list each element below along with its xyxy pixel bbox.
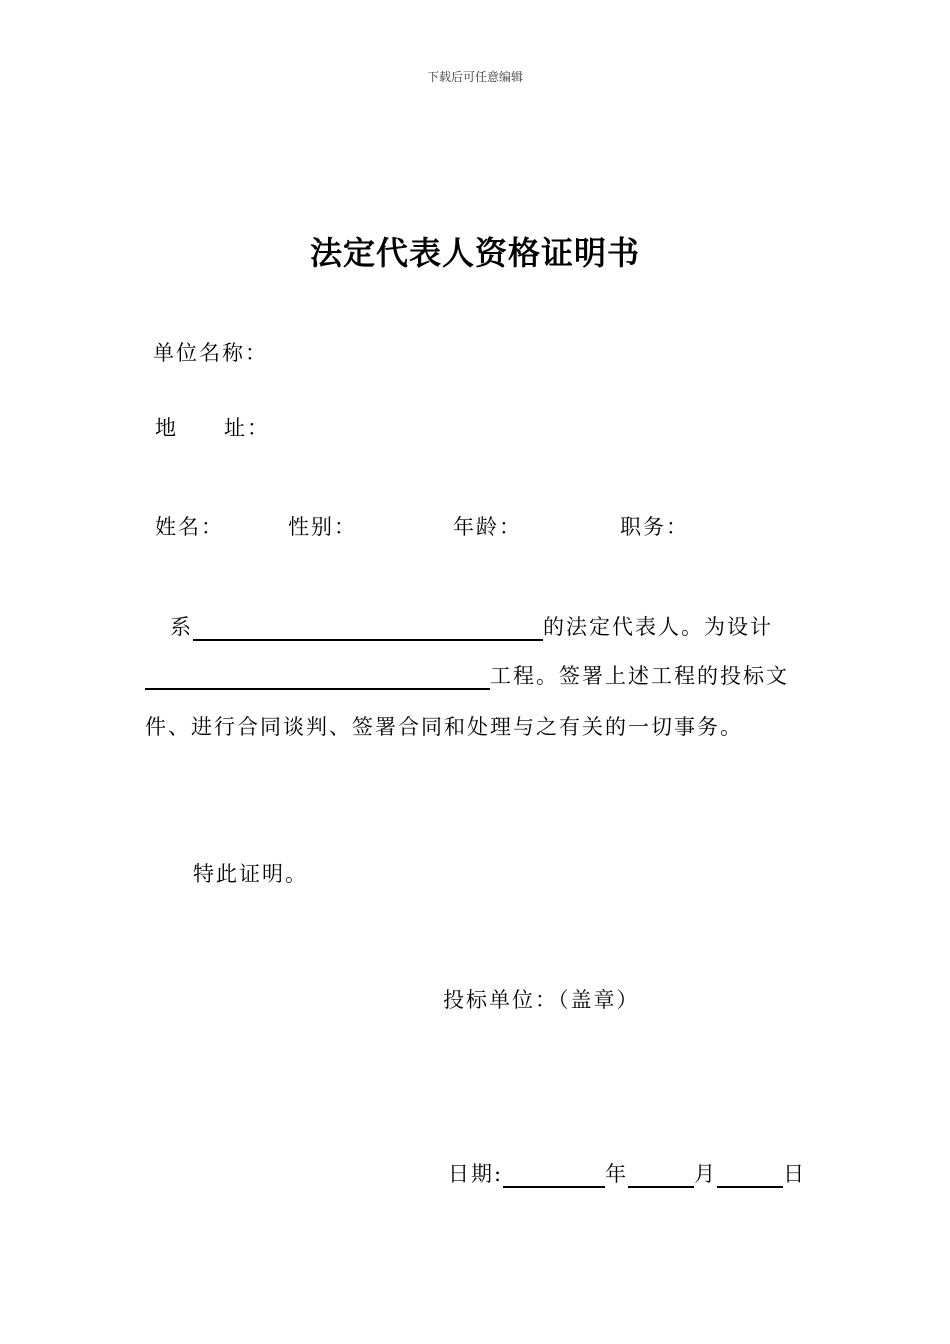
bidder-unit-seal: 投标单位：（盖章） [443,988,640,1012]
month-label: 月 [694,1162,718,1186]
year-blank [503,1162,605,1188]
day-blank [717,1162,783,1188]
header-note: 下载后可任意编辑 [426,70,523,84]
project-name-blank [145,664,490,690]
document-title: 法定代表人资格证明书 [309,234,640,272]
month-blank [628,1162,694,1188]
date-label: 日期: [448,1162,504,1186]
year-label: 年 [605,1162,629,1186]
company-name-blank [193,615,543,641]
paragraph-line-3: 件、进行合同谈判、签署合同和处理与之有关的一切事务。 [145,715,743,739]
name-label: 姓名： [155,515,224,539]
closing-text: 特此证明。 [193,862,308,886]
address-label: 地 址： [155,416,270,440]
day-label: 日 [783,1162,807,1186]
paragraph-line-2 [145,660,789,690]
line1-suffix: 的法定代表人。为设计 [543,615,773,639]
line2-suffix: 工程。签署上述工程的投标文 [490,664,789,688]
date-line [448,1158,806,1188]
unit-name-label: 单位名称： [153,341,268,365]
position-label: 职务： [620,515,689,539]
line1-prefix: 系 [170,615,193,639]
paragraph-line-1 [170,611,773,641]
gender-label: 性别： [288,515,357,539]
age-label: 年龄： [453,515,522,539]
